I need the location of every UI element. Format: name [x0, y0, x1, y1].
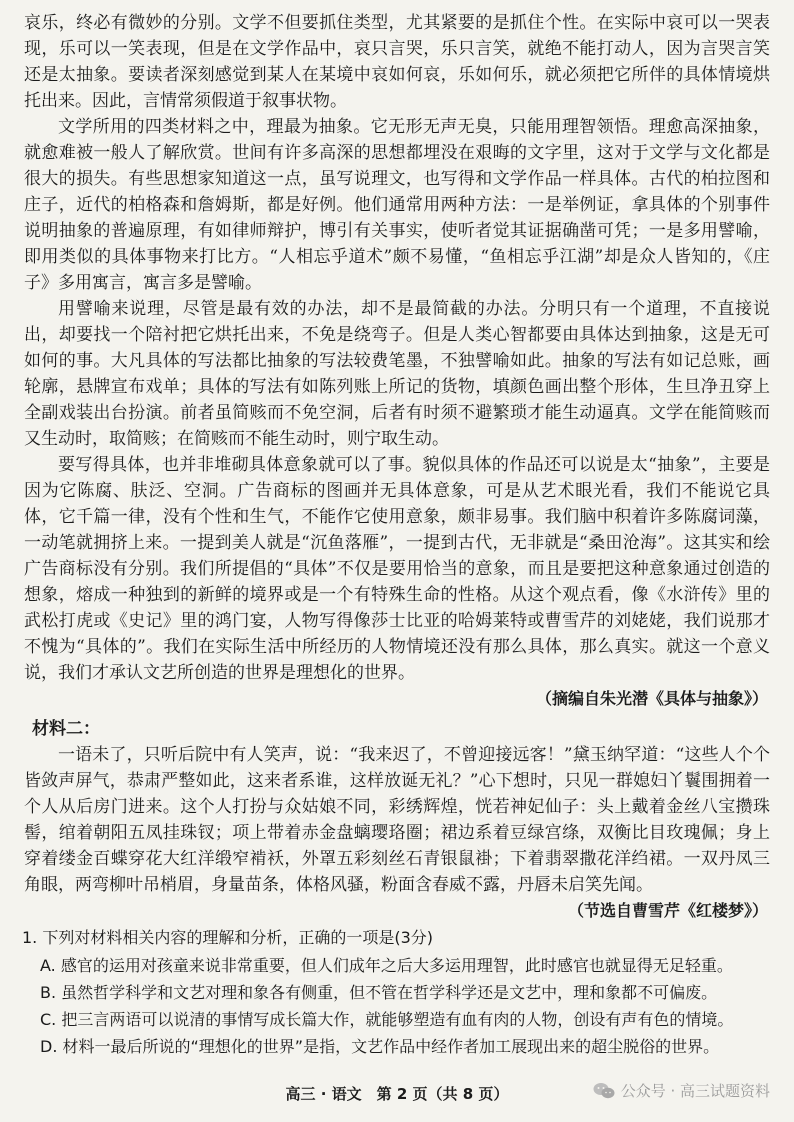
material-one-source: （摘编自朱光潜《具体与抽象》） [535, 689, 768, 708]
wechat-icon [593, 1082, 615, 1100]
material-two-paragraph: 一语未了，只听后院中有人笑声，说：“我来迟了，不曾迎接远客！”黛玉纳罕道：“这些人个个皆敛声屏气，恭肃严整如此，这来者系谁，这样放诞无礼？”心下想时，只见一群媳妇丫鬟围拥着一个人从后房门进来。这个人打扮与众姑娘不同，彩绣辉煌，恍若神妃仙子：头上戴着金丝八宝攒珠髻，绾着朝阳五凤挂珠钗；项上带着赤金盘螭璎珞圈；裙边系着豆绿宫绦，双衡比目玫瑰佩；身上穿着缕金百蝶穿花大红洋缎窄褃袄，外罩五彩刻丝石青银鼠褂；下着翡翠撒花洋绉裙。一双丹凤三角眼，两弯柳叶吊梢眉，身量苗条，体格风骚，粉面含春威不露，丹唇未启笑先闻。 [24, 745, 770, 895]
page-footer: 高三 · 语文 第 2 页（共 8 页） [285, 1085, 509, 1103]
option-d: D. 材料一最后所说的“理想化的世界”是指，文艺作品中经作者加工展现出来的超尘脱俗的世界。 [40, 1037, 720, 1056]
material-two-source: （节选自曹雪芹《红楼梦》） [567, 901, 768, 920]
material-one-paragraph-3: 用譬喻来说理，尽管是最有效的办法，却不是最简截的办法。分明只有一个道理，不直接说出，却要找一个陪衬把它烘托出来，不免是绕弯子。但是人类心智都要由具体达到抽象，这是无可如何的事。大凡具体的写法都比抽象的写法较费笔墨，不独譬喻如此。抽象的写法有如记总账，画轮廓，悬牌宣布戏单；具体的写法有如陈列账上所记的货物，填颜色画出整个形体，生旦净丑穿上全副戏装出台扮演。前者虽简赅而不免空洞，后者有时须不避繁琐才能生动逼真。文学在能简赅而又生动时，取简赅；在简赅而不能生动时，则宁取生动。 [24, 299, 770, 449]
question-stem: 1. 下列对材料相关内容的理解和分析，正确的一项是(3分) [22, 928, 434, 947]
option-a: A. 感官的运用对孩童来说非常重要，但人们成年之后大多运用理智，此时感官也就显得无足轻重。 [40, 956, 733, 975]
material-one-paragraph-1: 哀乐，终必有微妙的分别。文学不但要抓住类型，尤其紧要的是抓住个性。在实际中哀可以一哭表现，乐可以一笑表现，但是在文学作品中，哀只言哭，乐只言笑，就绝不能打动人，因为言哭言笑还是太抽象。要读者深刻感觉到某人在某境中哀如何哀，乐如何乐，就必须把它所伴的具体情境烘托出来。因此，言情常须假道于叙事状物。 [24, 13, 770, 111]
material-one-paragraph-2: 文学所用的四类材料之中，理最为抽象。它无形无声无臭，只能用理智领悟。理愈高深抽象，就愈难被一般人了解欣赏。世间有许多高深的思想都埋没在艰晦的文字里，这对于文学与文化都是很大的损失。有些思想家知道这一点，虽写说理文，也写得和文学作品一样具体。古代的柏拉图和庄子，近代的柏格森和詹姆斯，都是好例。他们通常用两种方法：一是举例证，拿具体的个别事件说明抽象的普遍原理，有如律师辩护，博引有关事实，使听者觉其证据确凿可凭；一是多用譬喻，即用类似的具体事物来打比方。“人相忘乎道术”颇不易懂，“鱼相忘乎江湖”却是众人皆知的，《庄子》多用寓言，寓言多是譬喻。 [24, 117, 770, 293]
option-b: B. 虽然哲学科学和文艺对理和象各有侧重，但不管在哲学科学还是文艺中，理和象都不可偏废。 [40, 983, 718, 1002]
material-two-heading: 材料二： [32, 719, 100, 739]
material-one-paragraph-4: 要写得具体，也并非堆砌具体意象就可以了事。貌似具体的作品还可以说是太“抽象”，主要是因为它陈腐、肤泛、空洞。广告商标的图画并无具体意象，可是从艺术眼光看，我们不能说它具体，它千篇一律，没有个性和生气，不能作它使用意象，颇非易事。我们脑中积着许多陈腐词藻，一动笔就拥挤上来。一提到美人就是“沉鱼落雁”，一提到古代，无非就是“桑田沧海”。这其实和绘广告商标没有分别。我们所提倡的“具体”不仅是要用恰当的意象，而且是要把这种意象通过创造的想象，熔成一种独到的新鲜的境界或是一个有特殊生命的性格。从这个观点看，像《水浒传》里的武松打虎或《史记》里的鸿门宴，人物写得像莎士比亚的哈姆莱特或曹雪芹的刘姥姥，我们说那才不愧为“具体的”。我们在实际生活中所经历的人物情境还没有那么具体，那么真实。就这一个意义说，我们才承认文艺所创造的世界是理想化的世界。 [24, 455, 770, 683]
option-c: C. 把三言两语可以说清的事情写成长篇大作，就能够塑造有血有肉的人物，创设有声有色的情境。 [40, 1010, 734, 1029]
watermark [593, 1080, 770, 1101]
watermark-text: 公众号 · 高三试题资料 [620, 1082, 770, 1100]
